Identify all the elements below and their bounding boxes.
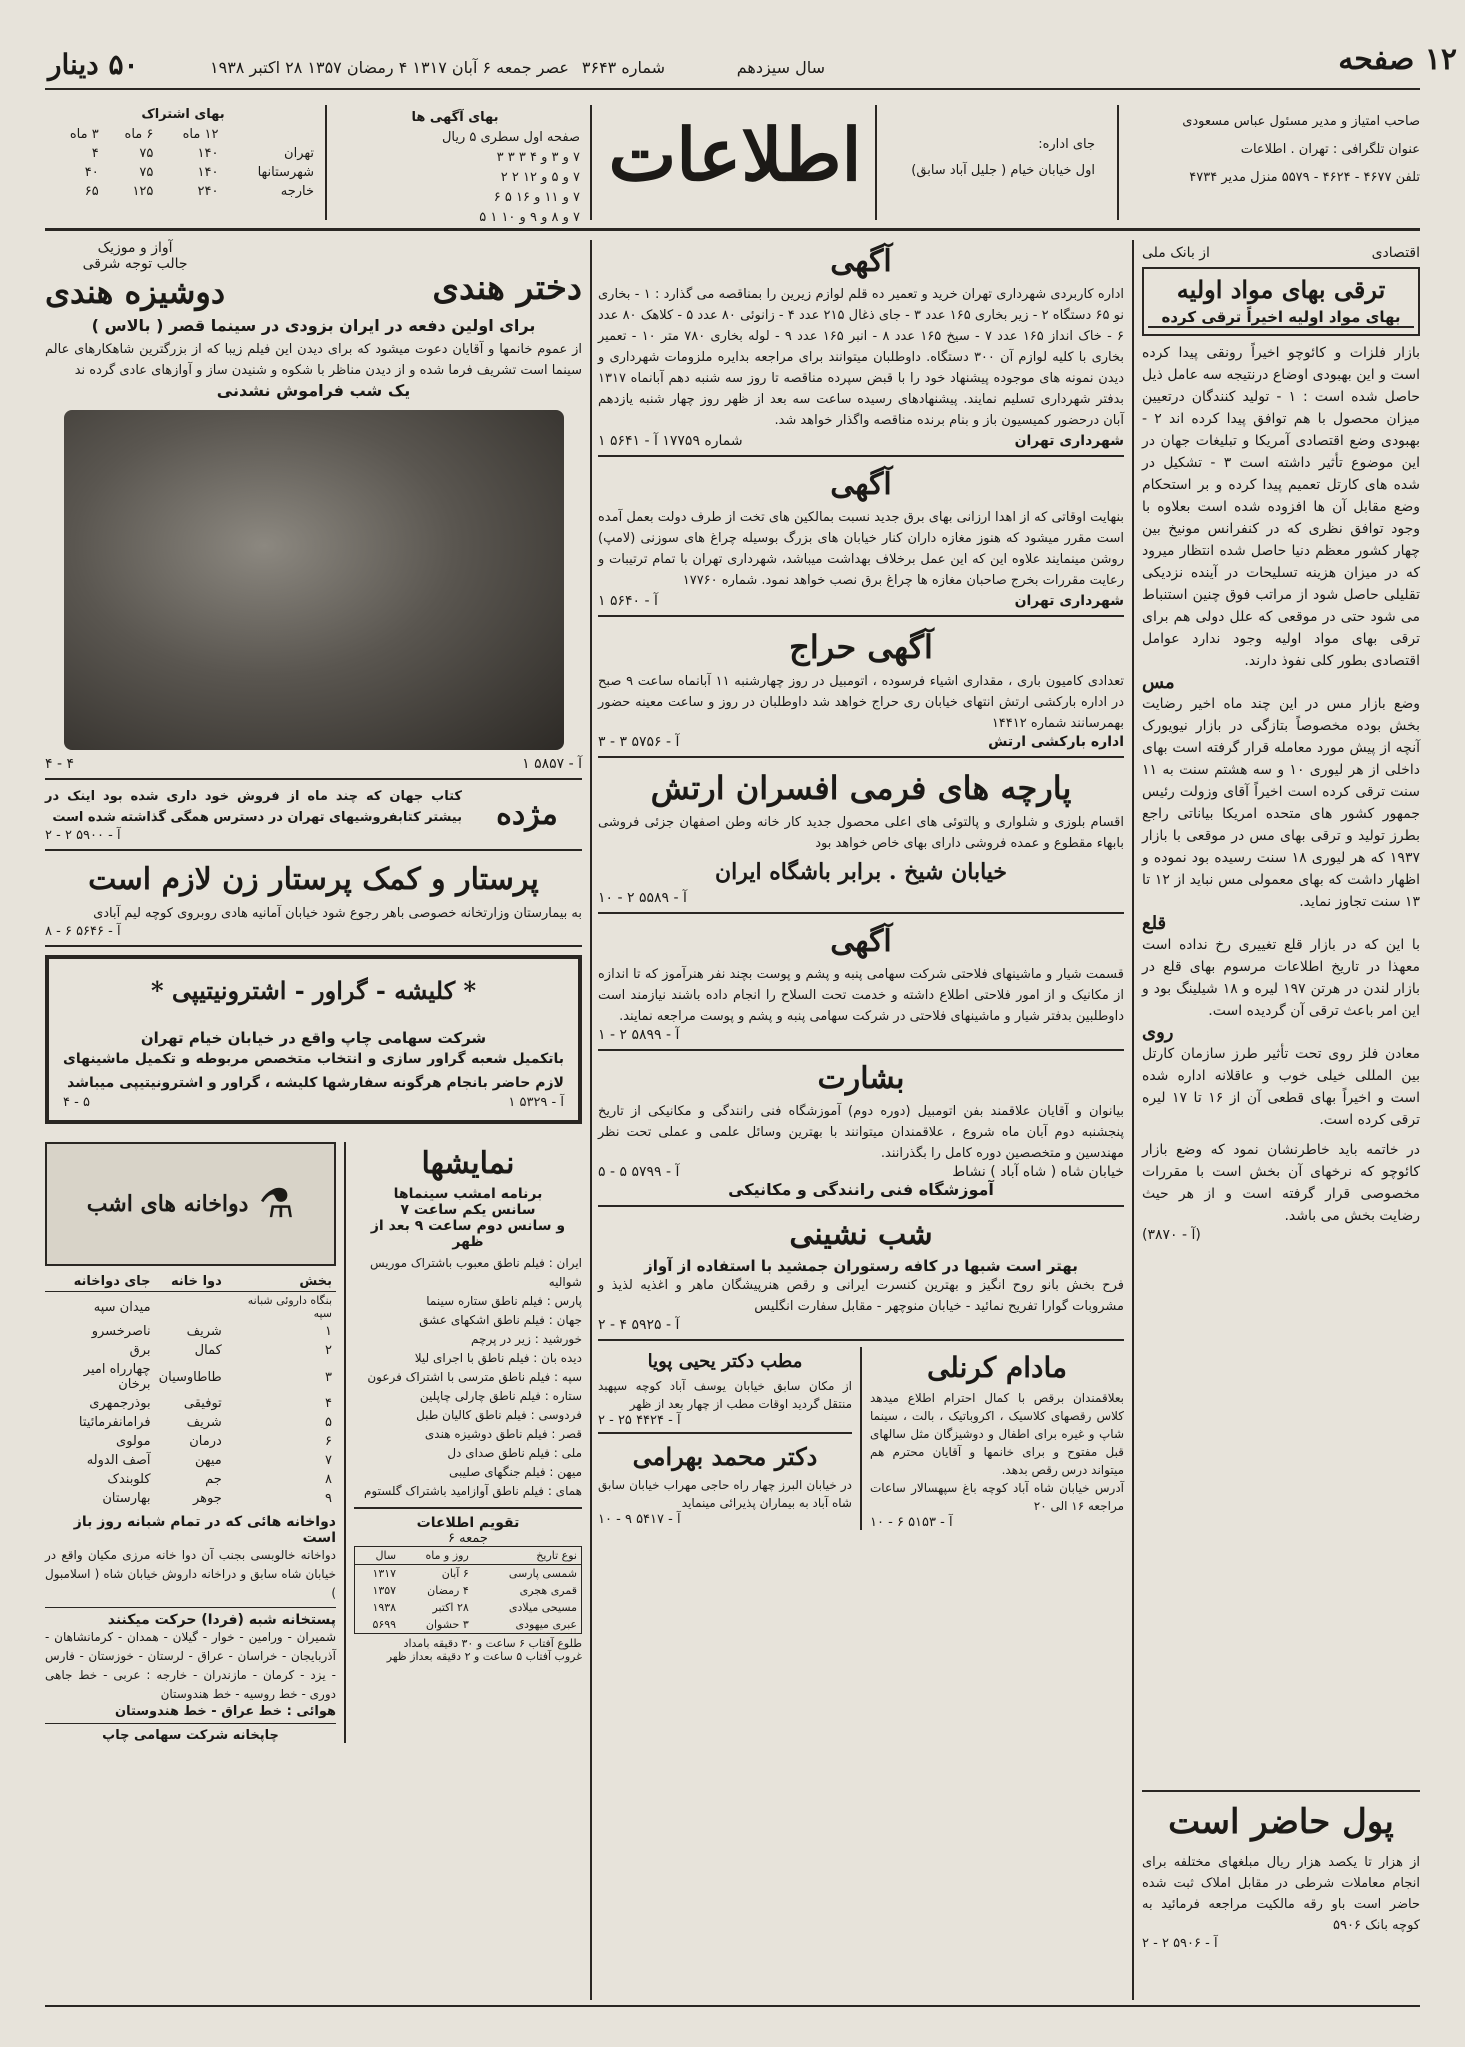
pharmacy-cell: میدان سپه bbox=[93, 1299, 151, 1315]
rule bbox=[598, 615, 1124, 617]
calendar-cell: ۱۳۵۷ bbox=[372, 1584, 397, 1597]
list-item: قصر : فیلم ناطق دوشیزه هندی bbox=[424, 1427, 582, 1441]
masthead-rule-top bbox=[45, 88, 1420, 90]
engraving-ad-ref-right: آ - ۵۳۲۹ ۱ bbox=[508, 1095, 564, 1110]
doctor2-ad-body: در خیابان البرز چهار راه حاجی مهراب خیابان سابق شاه آباد به بیماران پذیرائی مینماید bbox=[598, 1478, 852, 1510]
sub-cell: شهرستانها bbox=[257, 165, 314, 180]
masthead-rule-bottom bbox=[45, 228, 1420, 231]
table-row bbox=[45, 1451, 336, 1470]
sub-header: ۶ ماه bbox=[124, 127, 154, 142]
calendar-cell: ۱۳۱۷ bbox=[372, 1567, 397, 1580]
pharmacy-cell: بوذرجمهری bbox=[89, 1396, 151, 1411]
ad-rates bbox=[330, 108, 580, 228]
owner-line: صاحب امتیاز و مدیر مسئول عباس مسعودی bbox=[1182, 114, 1420, 129]
pharmacy-cell: توفیقی bbox=[183, 1396, 222, 1411]
auction-ad-footer bbox=[598, 734, 1124, 750]
list-item: سپه : فیلم ناطق مترسی با اشتراک فرعون bbox=[367, 1370, 582, 1384]
table-row bbox=[45, 1341, 336, 1360]
sub-header: ۱۲ ماه bbox=[182, 127, 219, 142]
cash-ad bbox=[1142, 1790, 1420, 1951]
economy-body-5: در خاتمه باید خاطرنشان نمود که وضع بازار کائوچو که نرخهای آن بخش است با مقررات مخصوصی قرار گرفته است و از هر حیث رضایت بخش می باشد. bbox=[1142, 1142, 1420, 1224]
masthead-info bbox=[1130, 112, 1420, 188]
table-row bbox=[355, 1616, 582, 1634]
nightlife-ad-lead: بهتر است شبها در کافه رستوران جمشید با استفاده از آواز bbox=[644, 1257, 1078, 1275]
film-ad-subtitle: برای اولین دفعه در ایران بزودی در سینما قصر ( بالاس ) bbox=[91, 316, 536, 335]
table-row bbox=[45, 1394, 336, 1413]
school-ad-title: بشارت bbox=[817, 1061, 905, 1096]
auction-ad bbox=[598, 623, 1124, 750]
pharmacy-cell: ۱ bbox=[325, 1324, 332, 1339]
engraving-ad-title: * کلیشه - گراور - اشترونیتیپی * bbox=[150, 976, 477, 1005]
sub-header bbox=[222, 125, 318, 144]
list-item: همای : فیلم ناطق آوازامید باشتراک گلستوم bbox=[363, 1484, 582, 1498]
calendar-cell: ۵۶۹۹ bbox=[372, 1618, 397, 1631]
economy-body-2: وضع بازار مس در این چند ماه اخیر رضایت بخش بوده مخصوصاً بتازگی در بازار نیویورک آنچه از پیش مورد معامله قرار گرفته است بهای داخلی از هر لیوری ۱۰ و سه هشتم سنت به ۱۱ سنت ترقی کرده است اخیراً آقای وزولت رئیس جمهور کشور های متحده امریکا بیاناتی راجع بطرز تولید و ترقی بهای مس در موقعی با بازار ۱۹۳۷ که هر لیوری ۱۸ سنت رسیده بود نموده و اظهار داشت که بهای معمولی مس نباید از ۱۲ تا ۱۳ سنت تجاوز نماید. bbox=[1142, 696, 1420, 910]
uniform-ad-title: پارچه های فرمی افسران ارتش bbox=[650, 769, 1072, 807]
pharmacy-logo bbox=[45, 1142, 336, 1266]
ad-rate-2: ۷ و ۳ و ۴ ۳ ۳ ۳ bbox=[496, 150, 580, 165]
price: ۵۰ دینار bbox=[48, 48, 139, 81]
municipal-ad-2-footer bbox=[598, 593, 1124, 609]
economy-body-3: با این که در بازار قلع تغییری رخ نداده است معهذا در تاریخ اطلاعات مرسوم بهای قلع در بازار لندن در هرتن ۱۹۷ لیره و ۱۸ شیلینگ بود و این امر باعث ترقی آن گردیده است. bbox=[1142, 937, 1420, 1019]
school-ad-footer bbox=[598, 1164, 1124, 1180]
nurse-ad-ref: آ - ۵۶۴۶ ۶ - ۸ bbox=[45, 924, 121, 939]
economy-body-4: معادن فلز روی تحت تأثیر طرز سازمان کارتل بین المللی خیلی خوب و عاقلانه اداره شده است و اخیراً بهای قطعی آن از ۱۶ تا ۱۷ لیره ترقی کرده است. bbox=[1142, 1046, 1421, 1128]
sub-cell: ۱۲۵ bbox=[132, 184, 154, 199]
engraving-ad-footer bbox=[63, 1095, 564, 1110]
film-still-photo bbox=[64, 410, 564, 750]
municipal-ad-2-title: آگهی bbox=[830, 467, 892, 502]
section-label: اقتصادی bbox=[1371, 245, 1420, 261]
nurse-ad bbox=[45, 857, 582, 939]
date-line: عصر جمعه ۶ آبان ۱۳۱۷ ۴ رمضان ۱۳۵۷ ۲۸ اکتبر ۱۹۳۸ bbox=[210, 58, 569, 77]
calendar-cell: ۱۹۳۸ bbox=[372, 1601, 397, 1614]
pharmacy-cell: ۵ bbox=[325, 1415, 332, 1430]
rule bbox=[45, 849, 582, 851]
list-item: دیده بان : فیلم ناطق با اجرای لیلا bbox=[414, 1351, 582, 1365]
film-ad-ref-right: آ - ۵۸۵۷ ۱ bbox=[522, 756, 582, 772]
office-label: جای اداره: bbox=[1038, 137, 1095, 152]
engraving-ad-line1: شرکت سهامی چاپ واقع در خیابان خیام تهران bbox=[140, 1029, 487, 1047]
municipal-ad-1-body: اداره کاربردی شهرداری تهران خرید و تعمیر ده قلم لوازم زیرین را بمناقصه می گذارد : ۱ - بخاری نو ۶۵ دستگاه ۲ - زیر بخاری ۱۶۵ عدد ۳ - جای ذغال ۲۱۵ عدد ۴ - زانوئی ۸۰ عدد ۵ - کلاهک ۸۰ عدد ۶ - خاک انداز ۱۶۵ عدد ۷ - سیخ ۱۶۵ عدد ۸ - انبر ۱۶۵ عدد ۹ - لوله بخاری ۷۸۰ متر ۱۰ - تعمیر بخاری با کلیه لوازم آن ۳۰۰ دستگاه. داوطلبان میتوانند برای مراجعه بدایره ملزومات شهرداری و دیدن نمونه های موجوده پیشنهاد خود را با قبض سپرده مناقصه تا روز سه شنبه دهم آبانماه ۱۳۱۷ بدفتر شهرداری تسلیم نمایند. پیشنهادهای رسیده ساعت سه بعد از ظهر روز چهار شنبه یازدهم آبان درحضور کمیسیون باز و بنام برنده مناقصه واگذار خواهد شد. bbox=[598, 287, 1125, 428]
farm-ad bbox=[598, 920, 1124, 1043]
pharmacy-cell: فرامانفرمائیتا bbox=[78, 1415, 151, 1430]
pharmacy-section bbox=[45, 1142, 336, 1743]
engraving-ad-ref-left: ۵ - ۴ bbox=[63, 1095, 90, 1110]
farm-ad-ref: آ - ۵۸۹۹ ۲ - ۱ bbox=[598, 1027, 680, 1043]
ad-rate-5: ۷ و ۸ و ۹ و ۱۰ ۱ ۵ bbox=[479, 210, 580, 225]
calendar-cell: شمسی پارسی bbox=[508, 1567, 577, 1580]
phone-line: تلفن ۴۶۷۷ - ۴۶۲۴ - ۵۵۷۹ منزل مدیر ۴۷۳۴ bbox=[1189, 170, 1420, 185]
nightlife-ad bbox=[598, 1213, 1124, 1333]
rule bbox=[598, 455, 1124, 457]
economy-body-1: بازار فلزات و کائوچو اخیراً رونقی پیدا کرده است و این بهبودی اوضاع درنتیجه سه عامل ذیل حاصل شده است : ۱ - تولید کنندگان درتعیین میزان محصول با هم توافق پیدا کرده اند ۲ - بهبودی وضع اقتصادی آمریکا و تبلیغات جهان در این موضوع تأثیر داشته است ۳ - تشکیل در شده های کارتل تعمیم پیدا کرده و بر استحکام وضع مقابل آن ها افزوده شده است بعلاوه با وجود توافق نظری که در کنفرانس مونیخ بین چهار کشور معظم دنیا حاصل شده انتظار میرود که در میزان هزینه تسلیحات در آینده نزدیکی تقلیلی حاصل شود از مراتب فوق چنین استنباط می شود حتی در موقعی که علل دولی هم برای ترقی بهای مواد اولیه وجود ندارد عوامل اقتصادی بطور کلی نفوذ دارند. bbox=[1142, 345, 1421, 669]
economy-column bbox=[1142, 245, 1420, 1243]
cinema-subtitle: برنامه امشب سینماها bbox=[393, 1186, 543, 1202]
masthead-divider-1 bbox=[1117, 105, 1119, 220]
calendar-header: نوع تاریخ bbox=[536, 1549, 577, 1562]
school-ad-body: بیانوان و آقایان علاقمند بفن اتومبیل (دوره دوم) آموزشگاه فنی رانندگی و مکانیکی از تاریخ پنجشنبه دوم آبان ماه شروع ، علاقمندان میتوانند با بهترین وسائل علمی و عملی تحت نظر مهندسین و متخصصین دوره کامل را بگذرانند. bbox=[598, 1104, 1124, 1161]
auction-ad-title: آگهی حراج bbox=[789, 628, 933, 666]
pharmacy-cell: ۴ bbox=[325, 1396, 332, 1411]
calendar-section bbox=[354, 1515, 582, 1663]
pharmacy-header: جای دواخانه bbox=[73, 1274, 151, 1289]
calendar-cell: ۳ حشوان bbox=[425, 1618, 469, 1631]
rule bbox=[598, 1432, 852, 1434]
doctor-ads bbox=[598, 1347, 852, 1530]
sub-cell: ۱۴۰ bbox=[197, 165, 219, 180]
cinema-title: نمایشها bbox=[421, 1146, 515, 1181]
nightlife-ad-title: شب نشینی bbox=[789, 1217, 933, 1252]
pharmacy-cell: درمان bbox=[189, 1434, 222, 1449]
ad-rates-title: بهای آگهی ها bbox=[411, 110, 499, 125]
pharmacy-cell: آصف الدوله bbox=[86, 1453, 151, 1468]
bottom-ads-row bbox=[598, 1347, 1124, 1530]
uniform-ad-address: خیابان شیخ . برابر باشگاه ایران bbox=[714, 859, 1008, 885]
table-row bbox=[45, 1489, 336, 1508]
left-column bbox=[45, 240, 582, 1743]
table-row bbox=[45, 1432, 336, 1451]
farm-ad-title: آگهی bbox=[830, 924, 892, 959]
pharmacy-cell: جم bbox=[205, 1472, 222, 1487]
list-item: ملی : فیلم ناطق صدای دل bbox=[447, 1446, 582, 1460]
post-title: پستخانه شبه (فردا) حرکت میکنند bbox=[107, 1612, 336, 1628]
rule bbox=[45, 1607, 336, 1608]
doctor1-ad-title: مطب دکتر یحیی پویا bbox=[647, 1351, 803, 1372]
good-news-ref: آ - ۵۹۰۰ ۲ - ۲ bbox=[45, 828, 121, 843]
cash-ad-ref: آ - ۵۹۰۶ ۲ - ۲ bbox=[1142, 1936, 1218, 1951]
school-ad-address: خیابان شاه ( شاه آباد ) نشاط bbox=[952, 1164, 1124, 1180]
film-ad-closing: یک شب فراموش نشدنی bbox=[216, 381, 411, 400]
rule bbox=[598, 1339, 1124, 1341]
madam-ad-ref: آ - ۵۱۵۳ ۶ - ۱۰ bbox=[870, 1515, 953, 1530]
rule bbox=[354, 1507, 582, 1509]
auction-ad-ref: آ - ۵۷۵۶ ۳ - ۳ bbox=[598, 734, 680, 750]
ad-rate-3: ۷ و ۵ و ۱۲ ۲ ۲ bbox=[500, 170, 580, 185]
rule bbox=[598, 1049, 1124, 1051]
farm-ad-body: قسمت شیار و ماشینهای فلاحتی شرکت سهامی پنبه و پشم و پوست بچند نفر هنرآموز که تا اندازه از مکانیک و از امور فلاحتی اطلاع داشته و خدمت تحت السلاح را انجام داده باشند نیازمند است داوطلبین بدفتر شیار و ماشینهای فلاحتی در شرکت سهامی پنبه و پشم و پوست مراجعه نمایند. bbox=[598, 967, 1124, 1024]
office-info bbox=[855, 135, 1095, 181]
pharmacy-cell: ۹ bbox=[325, 1491, 332, 1506]
list-item: جهان : فیلم ناطق اشکهای عشق bbox=[419, 1313, 582, 1327]
good-news-body: کتاب جهان که چند ماه از فروش خود داری شده بود اینک در بیشتر کتابفروشیهای تهران در دسترس همگی گذاشته شده است bbox=[45, 789, 462, 825]
auction-ad-signature: اداره بارکشی ارتش bbox=[988, 734, 1124, 750]
pharmacy-header: دوا خانه bbox=[171, 1274, 222, 1289]
pharmacy-logo-caption: دواخانه های اشب bbox=[86, 1191, 249, 1217]
cinema-session-2: و سانس دوم ساعت ۹ بعد از ظهر bbox=[370, 1218, 566, 1250]
ad-rate-1: صفحه اول سطری ۵ ریال bbox=[441, 130, 580, 145]
film-ad-title-group bbox=[45, 240, 225, 312]
office-address: اول خیابان خیام ( جلیل آباد سابق) bbox=[911, 163, 1095, 178]
pharmacy-cell: چهارراه امیر برخان bbox=[83, 1362, 151, 1392]
sub-cell: ۷۵ bbox=[139, 146, 154, 161]
doctor2-ad-title: دکتر محمد بهرامی bbox=[632, 1442, 818, 1471]
calendar-title: تقویم اطلاعات bbox=[416, 1515, 520, 1531]
film-ad-body: از عموم خانمها و آقایان دعوت میشود که برای دیدن این فیلم زیبا که از بزرگترین شاهکارهای عالم سینما است تشریف فرما شده و از دیدن مناظر با شکوه و شنیدن ساز و آوازهای عادی گرده ند bbox=[45, 342, 582, 378]
table-row bbox=[48, 182, 318, 201]
copper-title: مس bbox=[1142, 672, 1175, 693]
economy-headline: ترقی بهای مواد اولیه bbox=[1176, 275, 1386, 304]
table-row bbox=[355, 1599, 582, 1616]
school-ad-ref: آ - ۵۷۹۹ ۵ - ۵ bbox=[598, 1164, 680, 1180]
sub-cell: ۴ bbox=[91, 146, 99, 161]
uniform-ad-ref: آ - ۵۵۸۹ ۲ - ۱۰ bbox=[598, 890, 687, 906]
subscription-table bbox=[48, 125, 318, 201]
pharmacy-cell: شریف bbox=[186, 1415, 222, 1430]
uniform-ad-body: اقسام بلوزی و شلواری و پالتوئی های اعلی محصول جدید کار خانه وطن اصفهان جزئی فروشی بابهاء مقطوع و عمده فروشی دارای بهای خاص خواهد بود bbox=[598, 815, 1124, 851]
cash-ad-rule bbox=[1142, 1790, 1420, 1792]
good-news-content bbox=[45, 786, 462, 843]
masthead-divider-2 bbox=[875, 105, 877, 220]
sub-cell: ۱۴۰ bbox=[197, 146, 219, 161]
sub-cell: ۶۵ bbox=[84, 184, 99, 199]
rule bbox=[598, 912, 1124, 914]
masthead-divider-3 bbox=[590, 105, 592, 220]
bottom-ads-divider bbox=[860, 1347, 862, 1530]
film-ad-lead: جالب توجه شرقی bbox=[82, 256, 188, 272]
table-row bbox=[45, 1292, 336, 1323]
calendar-header: سال bbox=[375, 1549, 397, 1562]
calendar-day: جمعه ۶ bbox=[448, 1531, 488, 1546]
calendar-header: روز و ماه bbox=[425, 1549, 469, 1562]
pharmacy-cell: کمال bbox=[194, 1343, 222, 1358]
municipal-ad-1-signature: شهرداری تهران bbox=[1014, 433, 1124, 449]
economy-subhead: بهای مواد اولیه اخیراً ترقی کرده bbox=[1148, 308, 1414, 328]
middle-column bbox=[598, 240, 1124, 1530]
municipal-ad-2-ref: آ - ۵۶۴۰ ۱ bbox=[598, 593, 658, 609]
column-divider-middle bbox=[590, 240, 592, 2000]
column-divider-right bbox=[1132, 240, 1134, 2000]
pharmacy-header: بخش bbox=[299, 1274, 332, 1289]
auction-ad-body: تعدادی کامیون باری ، مقداری اشیاء فرسوده ، اتومبیل در روز چهارشنبه ۱۱ آبانماه ساعت ۹ صبح در اداره بارکشی ارتش انتهای خیابان ری حراج خواهد شد داوطلبان در روز و ساعت معینه حضور بهمرسانند شماره ۱۴۴۱۲ bbox=[598, 674, 1124, 731]
table-row bbox=[45, 1360, 336, 1394]
list-item: ستاره : فیلم ناطق چارلی چاپلین bbox=[419, 1389, 582, 1403]
cash-ad-headline: پول حاضر است bbox=[1168, 1802, 1394, 1842]
madam-ad-address: آدرس خیابان شاه آباد کوچه باغ سپهسالار ساعات مراجعه ۱۶ الی ۲۰ bbox=[870, 1481, 1124, 1513]
calendar-cell: مسیحی میلادی bbox=[508, 1601, 577, 1614]
list-item: خورشید : زیر در پرچم bbox=[471, 1332, 582, 1346]
municipal-ad-1 bbox=[598, 240, 1124, 449]
municipal-ad-1-title: آگهی bbox=[830, 244, 892, 279]
film-ad-ref-left: ۴ - ۴ bbox=[45, 756, 75, 772]
list-item: میهن : فیلم جنگهای صلیبی bbox=[449, 1465, 582, 1479]
listings-row bbox=[45, 1142, 582, 1743]
pharmacy-cell: ۲ bbox=[325, 1343, 332, 1358]
page-bottom-rule bbox=[45, 2005, 1420, 2007]
post-body: شمیران - ورامین - خوار - گیلان - همدان - کرمانشاهان - آذربایجان - خراسان - عراق - لرستان - خوزستان - فارس - یزد - کرمان - مازندران - خارجه : عربی - خط جاهی دوری - خط روسیه - خط هندوستان bbox=[45, 1630, 336, 1701]
school-ad bbox=[598, 1057, 1124, 1199]
film-ad-footer bbox=[45, 756, 582, 772]
calendar-table bbox=[354, 1546, 582, 1634]
calendar-cell: ۲۸ اکتبر bbox=[432, 1601, 469, 1614]
good-news-ad bbox=[45, 786, 582, 843]
subscription-rates bbox=[48, 105, 318, 201]
economy-ref: (آ - ۳۸۷۰) bbox=[1142, 1227, 1201, 1243]
pharmacy-cell: برق bbox=[129, 1343, 151, 1358]
zinc-title: روی bbox=[1142, 1022, 1174, 1043]
pharmacy-notice-body: دواخانه خالوبسی بجنب آن دوا خانه مرزی مکیان واقع در خیابان شاه سابق و دراخانه داروش خیابان شاه ( اسلامبول ) bbox=[45, 1548, 336, 1600]
pharmacy-cell: طاطاوسیان bbox=[158, 1369, 222, 1385]
good-news-title: مژده bbox=[496, 797, 558, 832]
madam-ad-title: مادام کرنلی bbox=[926, 1351, 1068, 1384]
pharmacy-cell bbox=[155, 1292, 226, 1323]
sub-cell: ۴۰ bbox=[84, 165, 99, 180]
source-label: از بانک ملی bbox=[1142, 245, 1210, 261]
nightlife-ad-ref: آ - ۵۹۲۵ ۴ - ۲ bbox=[598, 1317, 680, 1333]
doctor1-ad-body: از مکان سابق خیابان یوسف آباد کوچه سپهبد منتقل گردید اوقات مطب از چهار بعد از ظهر bbox=[598, 1379, 852, 1411]
calendar-cell: عبری میهودی bbox=[515, 1618, 577, 1631]
telegraph-line: عنوان تلگرافی : تهران . اطلاعات bbox=[1240, 142, 1420, 157]
pharmacy-cell: کلوبندک bbox=[107, 1472, 151, 1487]
film-ad-title: دوشیزه هندی bbox=[45, 273, 226, 311]
table-row bbox=[45, 1322, 336, 1341]
ad-rate-4: ۷ و ۱۱ و ۱۶ ۵ ۶ bbox=[493, 190, 580, 205]
doctor1-ad-ref: آ - ۴۴۲۴ ۲۵ - ۲ bbox=[598, 1413, 681, 1428]
calendar-sunset: غروب آفتاب ۵ ساعت و ۲ دقیقه بعداز ظهر bbox=[386, 1650, 582, 1663]
cinema-session-1: سانس یکم ساعت ۷ bbox=[400, 1202, 536, 1218]
nurse-ad-title: پرستار و کمک پرستار زن لازم است bbox=[88, 862, 539, 897]
list-item: فردوسی : فیلم ناطق کالیان طبل bbox=[416, 1408, 582, 1422]
calendar-cell: ۶ آبان bbox=[441, 1567, 469, 1580]
municipal-ad-2 bbox=[598, 463, 1124, 609]
list-item: ایران : فیلم ناطق معبوب باشتراک موریس شوالیه bbox=[369, 1256, 582, 1289]
issue-number: شماره ۳۶۴۳ bbox=[581, 58, 665, 77]
list-item: پارس : فیلم ناطق ستاره سینما bbox=[426, 1294, 582, 1308]
uniform-ad bbox=[598, 764, 1124, 906]
pharmacy-cell: شریف bbox=[186, 1324, 222, 1339]
cinema-listings bbox=[354, 1254, 582, 1501]
listings-divider bbox=[344, 1142, 346, 1743]
pharmacy-cell: میهن bbox=[195, 1453, 222, 1468]
rule bbox=[598, 756, 1124, 758]
sub-cell: ۷۵ bbox=[139, 165, 154, 180]
pharmacy-table bbox=[45, 1272, 336, 1508]
rule bbox=[45, 778, 582, 780]
sub-header: ۳ ماه bbox=[69, 127, 99, 142]
sub-cell: خارجه bbox=[280, 184, 314, 199]
engraving-ad-body: باتکمیل شعبه گراور سازی و انتخاب متخصص مربوطه و تکمیل ماشینهای لازم حاضر بانجام هرگونه سفارشها کلیشه ، گراور و اشترونیتیپی میباشد bbox=[63, 1051, 564, 1091]
pharmacy-cell: ۳ bbox=[325, 1369, 332, 1385]
printer-line: چاپخانه شرکت سهامی چاپ bbox=[102, 1728, 279, 1743]
municipal-ad-1-footer bbox=[598, 433, 1124, 449]
airmail-line: هوائی : خط عراق - خط هندوستان bbox=[114, 1704, 336, 1719]
economy-headline-box bbox=[1142, 267, 1420, 336]
pharmacy-notice: دواخانه هائی که در تمام شبانه روز باز است bbox=[73, 1514, 336, 1546]
table-row bbox=[48, 144, 318, 163]
pharmacy-cell: بهارستان bbox=[102, 1491, 151, 1506]
municipal-ad-2-body: بنهایت اوقاتی که از اهدا ارزانی بهای برق جدید نسبت بمالکین های تخت از طرف دولت بعمل آمده است مقرر میشود که هنوز مغازه داران کنار خیابان های بزرگ بوسیله چراغ های سوزنی (لامپ) روشن مینمایند علاوه این که این عمل برخلاف بهداشت میباشد، شهرداری تهران با تمام ترتیبات و رعایت مقررات بخرج صاحبان مغازه ها چراغ برق نصب خواهد نمود. شماره ۱۷۷۶۰ bbox=[598, 510, 1124, 588]
rule bbox=[45, 1723, 336, 1724]
rule bbox=[45, 945, 582, 947]
newspaper-logo: اطلاعات bbox=[608, 112, 862, 197]
calendar-cell: قمری هجری bbox=[519, 1584, 577, 1597]
pharmacist-icon: ⚗ bbox=[258, 1181, 295, 1227]
engraving-ad bbox=[45, 955, 582, 1124]
table-row bbox=[45, 1413, 336, 1432]
table-row bbox=[45, 1470, 336, 1489]
pharmacy-cell: ۸ bbox=[325, 1472, 332, 1487]
pharmacy-cell: ناصرخسرو bbox=[91, 1324, 151, 1339]
film-ad bbox=[45, 240, 582, 772]
film-ad-header bbox=[45, 240, 582, 312]
calendar-sunrise: طلوع آفتاب ۶ ساعت و ۳۰ دقیقه بامداد bbox=[403, 1637, 582, 1650]
pharmacy-cell: ۷ bbox=[325, 1453, 332, 1468]
sub-cell: تهران bbox=[284, 146, 314, 161]
cash-ad-body: از هزار تا یکصد هزار ریال مبلغهای مختلفه برای انجام معاملات شرطی در مقابل املاک ثبت شده حاضر است باو رقه مالکیت مراجعه فرمائید به کوچه بانک ۵۹۰۶ bbox=[1142, 1855, 1420, 1933]
film-ad-title-2: دختر هندی bbox=[432, 268, 582, 308]
film-ad-top-line: آواز و موزیک bbox=[97, 240, 173, 256]
masthead-divider-4 bbox=[325, 105, 327, 220]
rule bbox=[598, 1205, 1124, 1207]
nightlife-ad-body: فرح بخش بانو روح انگیز و بهترین کنسرت ایرانی و رقص هنرپیشگان ماهر و اغذیه لذیذ و مشروبات گوارا تفریح نمائید - خیابان منوچهر - مقابل سفارت انگلیس bbox=[598, 1278, 1124, 1314]
sub-cell: ۲۴۰ bbox=[197, 184, 219, 199]
table-row bbox=[48, 163, 318, 182]
doctor2-ad-ref: آ - ۵۴۱۷ ۹ - ۱۰ bbox=[598, 1512, 681, 1527]
nurse-ad-body: به بیمارستان وزارتخانه خصوصی باهر رجوع شود خیابان آمانیه هادی روبروی کوچه لیم آبادی bbox=[93, 906, 582, 921]
tin-title: قلع bbox=[1142, 913, 1167, 934]
table-row bbox=[355, 1582, 582, 1599]
table-row bbox=[355, 1565, 582, 1583]
cinema-section bbox=[354, 1142, 582, 1743]
school-ad-name: آموزشگاه فنی رانندگی و مکانیکی bbox=[728, 1180, 994, 1199]
economy-header bbox=[1142, 245, 1420, 261]
pharmacy-cell: جوهر bbox=[193, 1491, 222, 1506]
subscription-title: بهای اشتراک bbox=[141, 107, 225, 122]
pharmacy-cell: بنگاه داروئی شبانه سپه bbox=[247, 1294, 332, 1320]
page-number: ۱۲ صفحه bbox=[1338, 42, 1457, 77]
municipal-ad-1-ref: شماره ۱۷۷۵۹ آ - ۵۶۴۱ ۱ bbox=[598, 433, 743, 449]
municipal-ad-2-signature: شهرداری تهران bbox=[1014, 593, 1124, 609]
year-label: سال سیزدهم bbox=[736, 58, 825, 77]
calendar-cell: ۴ رمضان bbox=[427, 1584, 469, 1597]
pharmacy-cell: مولوی bbox=[116, 1434, 151, 1449]
madam-ad bbox=[870, 1347, 1124, 1530]
pharmacy-cell: ۶ bbox=[325, 1434, 332, 1449]
madam-ad-body: بعلاقمندان برقص با کمال احترام اطلاع میدهد کلاس رقصهای کلاسیک ، اکروباتیک ، بالت ، سینما شاپ و غیره برای اطفال و دوشیزگان مثل سالهای قبل مفتوح و برای خانمها و آقایان محترم هم میتواند درس رقص بدهد. bbox=[870, 1391, 1124, 1477]
